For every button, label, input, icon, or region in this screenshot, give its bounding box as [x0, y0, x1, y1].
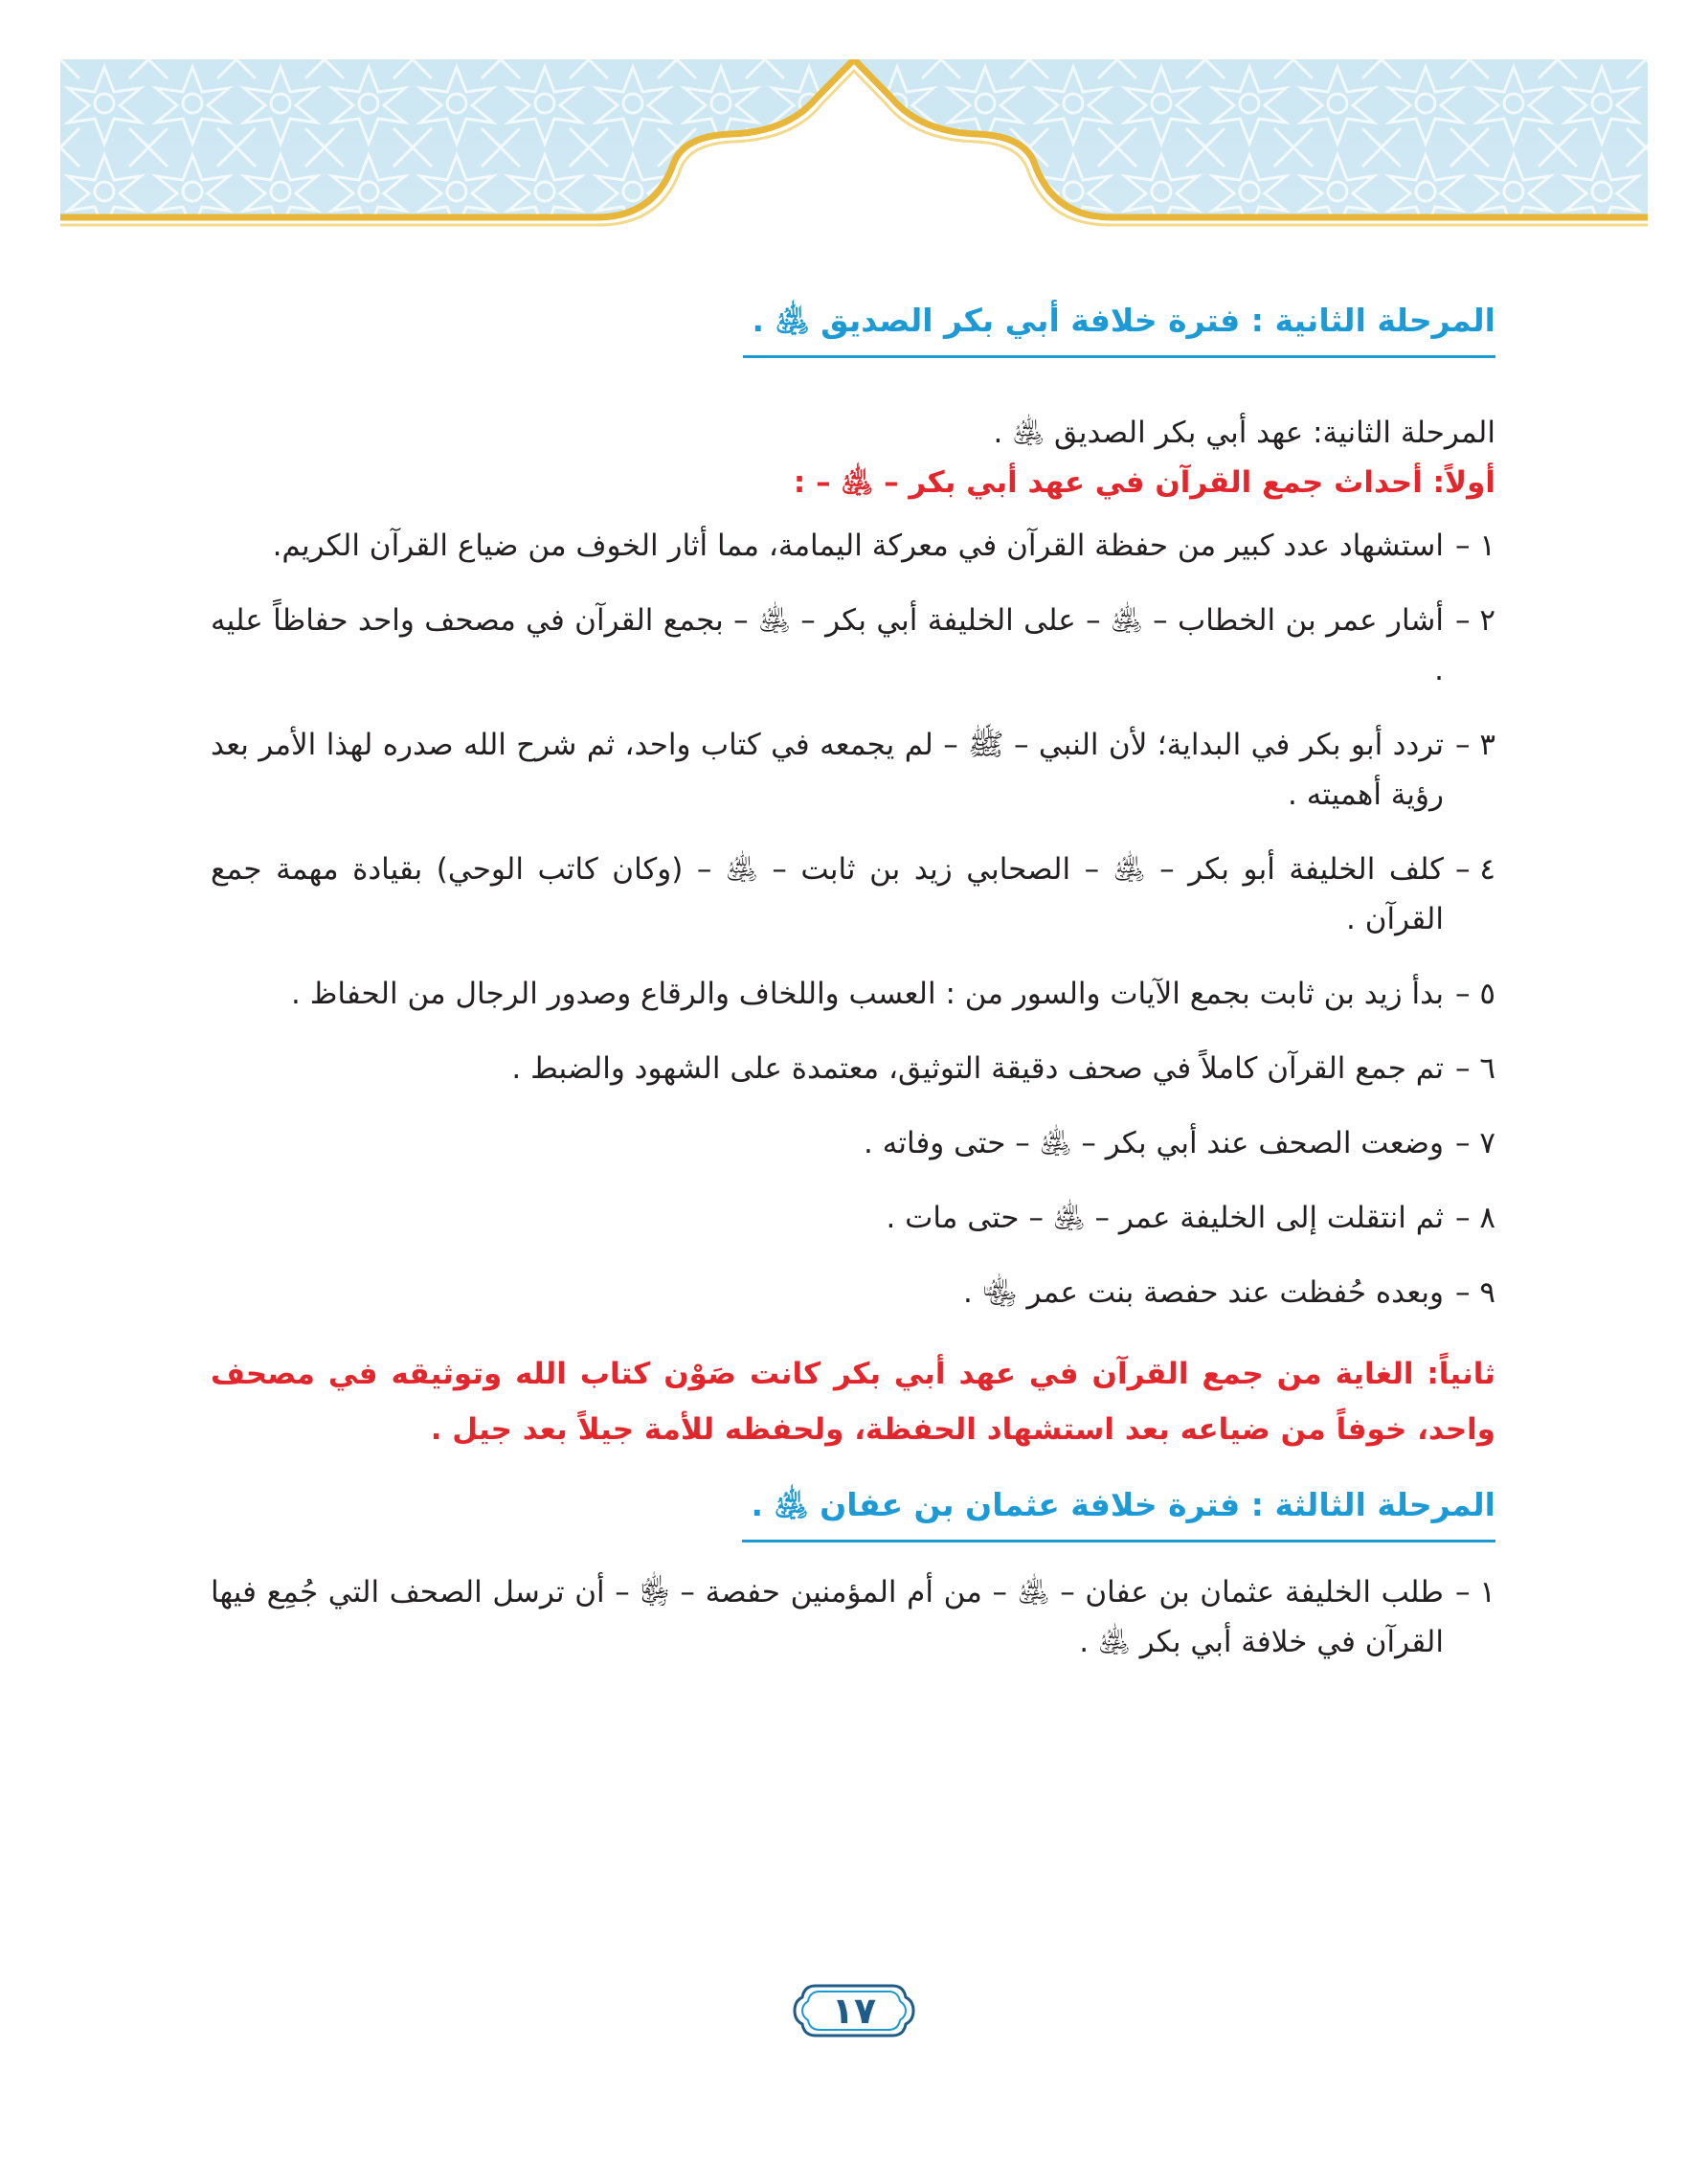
list-item-number: ١ – — [1454, 529, 1495, 563]
list-item-number: ٦ – — [1454, 1051, 1495, 1086]
list-item — [211, 1567, 1495, 1667]
list-item — [211, 1044, 1495, 1093]
list-item — [211, 844, 1495, 944]
list-item-number: ٥ – — [1454, 977, 1495, 1011]
list-item-number: ٣ – — [1454, 728, 1495, 762]
list-item — [211, 1193, 1495, 1243]
list-item-text: تردد أبو بكر في البداية؛ لأن النبي – ﷺ – لم يجمعه في كتاب واحد، ثم شرح الله صدره لهذا الأمر بعد رؤية أهميته . — [211, 728, 1444, 812]
list-item-text: بدأ زيد بن ثابت بجمع الآيات والسور من : العسب واللخاف والرقاع وصدور الرجال من الحفاظ . — [291, 977, 1444, 1011]
list-item — [211, 596, 1495, 695]
list-item-text: استشهاد عدد كبير من حفظة القرآن في معركة اليمامة، مما أثار الخوف من ضياع القرآن الكريم. — [272, 529, 1444, 563]
objective-paragraph: ثانياً: الغاية من جمع القرآن في عهد أبي بكر كانت صَوْن كتاب الله وتوثيقه في مصحف واحد، خوفاً من ضياعه بعد استشهاد الحفظة، ولحفظه للأمة جيلاً بعد جيل . — [211, 1357, 1495, 1447]
list-item-number: ٤ – — [1454, 852, 1495, 887]
list-item-number: ٨ – — [1454, 1201, 1495, 1235]
list-item-text: تم جمع القرآن كاملاً في صحف دقيقة التوثيق، معتمدة على الشهود والضبط . — [511, 1051, 1444, 1086]
events-title: أولاً: أحداث جمع القرآن في عهد أبي بكر – ﵁ – : — [793, 465, 1495, 500]
section-heading-uthman: المرحلة الثالثة : فترة خلافة عثمان بن عفان ﵁ . — [742, 1482, 1495, 1542]
list-item — [211, 1268, 1495, 1317]
list-item-text: وبعده حُفظت عند حفصة بنت عمر ﵄ . — [963, 1275, 1444, 1310]
list-item-text: أشار عمر بن الخطاب – ﵁ – على الخليفة أبي بكر – ﵁ – بجمع القرآن في مصحف واحد حفاظاً عليه . — [211, 603, 1444, 687]
list-item — [211, 521, 1495, 571]
list-item-text: ثم انتقلت إلى الخليفة عمر – ﵁ – حتى مات . — [886, 1201, 1444, 1235]
list-item-number: ٢ – — [1454, 603, 1495, 638]
list-item — [211, 720, 1495, 820]
section-heading-abu-bakr: المرحلة الثانية : فترة خلافة أبي بكر الصديق ﵁ . — [743, 298, 1495, 358]
list-item-number: ٩ – — [1454, 1275, 1495, 1310]
list-item-text: طلب الخليفة عثمان بن عفان – ﵁ – من أم المؤمنين حفصة – ﵂ – أن ترسل الصحف التي جُمِع فيها القرآن في خلافة أبي بكر ﵁ . — [211, 1575, 1444, 1659]
page-number — [793, 1980, 915, 2041]
decorative-header-banner — [60, 59, 1648, 243]
list-item-text: كلف الخليفة أبو بكر – ﵁ – الصحابي زيد بن ثابت – ﵁ – (وكان كاتب الوحي) بقيادة مهمة جمع القرآن . — [211, 852, 1444, 936]
list-item-number: ٧ – — [1454, 1126, 1495, 1160]
list-item — [211, 969, 1495, 1019]
list-item — [211, 1118, 1495, 1168]
page-number-text: ١٧ — [831, 1990, 877, 2032]
intro-line: المرحلة الثانية: عهد أبي بكر الصديق ﵁ . — [993, 416, 1495, 450]
list-item-text: وضعت الصحف عند أبي بكر – ﵁ – حتى وفاته . — [864, 1126, 1444, 1160]
list-item-number: ١ – — [1454, 1575, 1495, 1609]
page-content — [211, 292, 1495, 1667]
